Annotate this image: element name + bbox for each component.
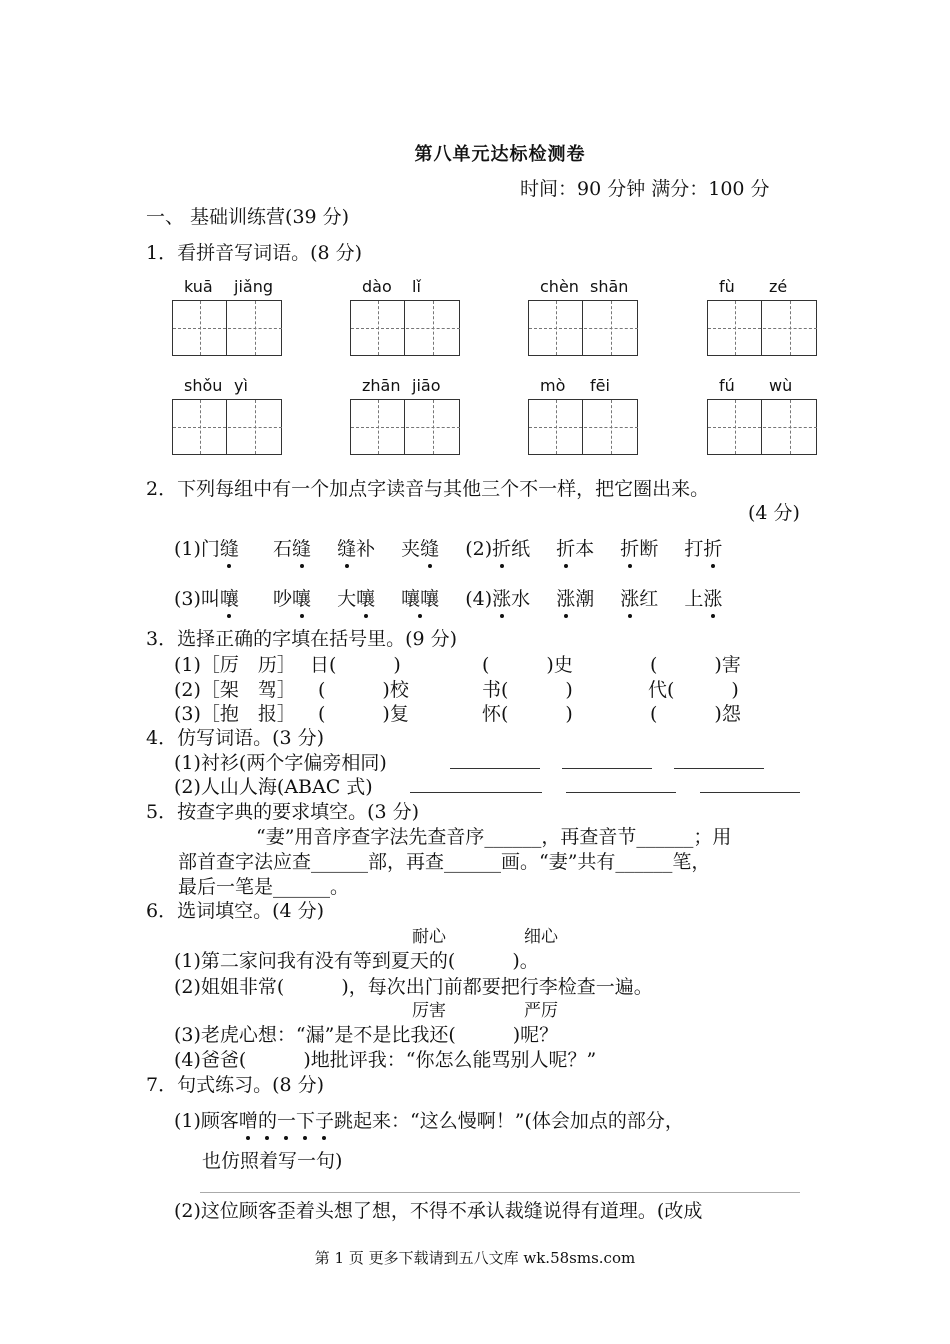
- writing-cell[interactable]: [529, 301, 583, 355]
- q3-row2-b: 书( ): [482, 679, 573, 701]
- pinyin-label: zé: [769, 277, 788, 296]
- q6-word-4: 严厉: [524, 1001, 558, 1021]
- pinyin-label: fēi: [590, 376, 610, 395]
- pinyin-label: chèn: [540, 277, 579, 296]
- writing-grid[interactable]: [528, 399, 638, 455]
- q3-row1-b: ( )史: [482, 654, 573, 676]
- page-footer: 第 1 页 更多下载请到五八文库 wk.58sms.com: [314, 1249, 636, 1267]
- q6-sentence-4: (4)爸爸( )地批评我：“你怎么能骂别人呢？”: [174, 1049, 597, 1071]
- q4-answer-1[interactable]: [450, 748, 540, 769]
- writing-cell[interactable]: [763, 400, 817, 454]
- q4-answer-4[interactable]: [410, 772, 542, 793]
- q6-sentence-1: (1)第二家问我有没有等到夏天的( )。: [174, 950, 539, 972]
- q3-row2-a: ( )校: [318, 679, 409, 701]
- writing-cell[interactable]: [584, 400, 638, 454]
- writing-cell[interactable]: [708, 400, 762, 454]
- pinyin-label: jiǎng: [234, 277, 273, 296]
- q5-line3: 最后一笔是______。: [178, 876, 350, 898]
- q3-row3-c: ( )怨: [650, 703, 741, 725]
- q6-word-3: 厉害: [412, 1001, 446, 1021]
- q3-row2-label: (2)［架 驾］: [174, 679, 296, 701]
- writing-cell[interactable]: [228, 301, 282, 355]
- time-info: 时间：90 分钟 满分：100 分: [520, 178, 770, 200]
- pinyin-label: fù: [719, 277, 735, 296]
- q7-sentence-1: (1)顾客噌的一下子跳起来：“这么慢啊！”(体会加点的部分，: [174, 1106, 684, 1133]
- q6-word-2: 细心: [524, 927, 558, 947]
- q1-prompt: 1．看拼音写词语。(8 分): [146, 242, 363, 264]
- q3-row2-c: 代( ): [648, 679, 739, 701]
- writing-cell[interactable]: [763, 301, 817, 355]
- writing-cell[interactable]: [173, 400, 227, 454]
- writing-cell[interactable]: [351, 400, 405, 454]
- writing-grid[interactable]: [350, 300, 460, 356]
- q5-line2: 部首查字法应查______部，再查______画。“妻”共有______笔，: [178, 851, 711, 873]
- writing-cell[interactable]: [351, 301, 405, 355]
- q6-sentence-3: (3)老虎心想：“漏”是不是比我还( )呢？: [174, 1024, 559, 1046]
- writing-cell[interactable]: [406, 301, 460, 355]
- q4-prompt: 4．仿写词语。(3 分): [146, 727, 325, 749]
- q7-sentence-1-line2: 也仿照着写一句): [202, 1150, 343, 1172]
- writing-cell[interactable]: [406, 400, 460, 454]
- q2-prompt: 2．下列每组中有一个加点字读音与其他三个不一样，把它圈出来。: [146, 478, 710, 500]
- q3-row1-c: ( )害: [650, 654, 741, 676]
- q3-prompt: 3．选择正确的字填在括号里。(9 分): [146, 628, 458, 650]
- q4-row1: (1)衬衫(两个字偏旁相同): [174, 752, 387, 774]
- writing-cell[interactable]: [529, 400, 583, 454]
- pinyin-label: kuā: [184, 277, 213, 296]
- q4-answer-2[interactable]: [562, 748, 652, 769]
- q6-sentence-2: (2)姐姐非常( )，每次出门前都要把行李检查一遍。: [174, 976, 653, 998]
- pinyin-label: shān: [590, 277, 629, 296]
- q4-answer-3[interactable]: [674, 748, 764, 769]
- pinyin-label: lǐ: [412, 277, 421, 296]
- q3-row3-label: (3)［抱 报］: [174, 703, 296, 725]
- q7-answer-line[interactable]: [200, 1192, 800, 1193]
- q3-row1-label: (1)［厉 历］: [174, 654, 296, 676]
- q5-prompt: 5．按查字典的要求填空。(3 分): [146, 801, 420, 823]
- pinyin-label: fú: [719, 376, 735, 395]
- q7-sentence-2: (2)这位顾客歪着头想了想，不得不承认裁缝说得有道理。(改成: [174, 1200, 703, 1222]
- q3-row3-b: 怀( ): [482, 703, 573, 725]
- q2-row1: (1)门缝 石缝 缝补 夹缝 (2)折纸 折本 折断 打折: [174, 534, 722, 561]
- writing-cell[interactable]: [228, 400, 282, 454]
- writing-grid[interactable]: [707, 399, 817, 455]
- q2-row2: (3)叫嚷 吵嚷 大嚷 嚷嚷 (4)涨水 涨潮 涨红 上涨: [174, 584, 722, 611]
- writing-grid[interactable]: [172, 300, 282, 356]
- writing-cell[interactable]: [173, 301, 227, 355]
- section-heading: 一、 基础训练营(39 分): [146, 206, 350, 228]
- writing-grid[interactable]: [350, 399, 460, 455]
- q5-line1: “妻”用音序查字法先查音序______，再查音节______；用: [256, 826, 732, 848]
- pinyin-label: dào: [362, 277, 392, 296]
- q7-prompt: 7．句式练习。(8 分): [146, 1074, 325, 1096]
- page-title: 第八单元达标检测卷: [414, 144, 586, 165]
- pinyin-label: shǒu: [184, 376, 223, 395]
- writing-grid[interactable]: [707, 300, 817, 356]
- writing-grid[interactable]: [172, 399, 282, 455]
- pinyin-label: mò: [540, 376, 566, 395]
- writing-grid[interactable]: [528, 300, 638, 356]
- q2-score: (4 分): [748, 502, 800, 524]
- q4-answer-6[interactable]: [700, 772, 800, 793]
- pinyin-label: jiāo: [412, 376, 441, 395]
- pinyin-label: wù: [769, 376, 793, 395]
- writing-cell[interactable]: [584, 301, 638, 355]
- pinyin-label: zhān: [362, 376, 401, 395]
- q3-row3-a: ( )复: [318, 703, 409, 725]
- pinyin-label: yì: [234, 376, 248, 395]
- q4-row2: (2)人山人海(ABAC 式): [174, 776, 373, 798]
- writing-cell[interactable]: [708, 301, 762, 355]
- q3-row1-a: 日( ): [310, 654, 401, 676]
- q6-word-1: 耐心: [412, 927, 446, 947]
- q6-prompt: 6．选词填空。(4 分): [146, 900, 325, 922]
- q4-answer-5[interactable]: [566, 772, 676, 793]
